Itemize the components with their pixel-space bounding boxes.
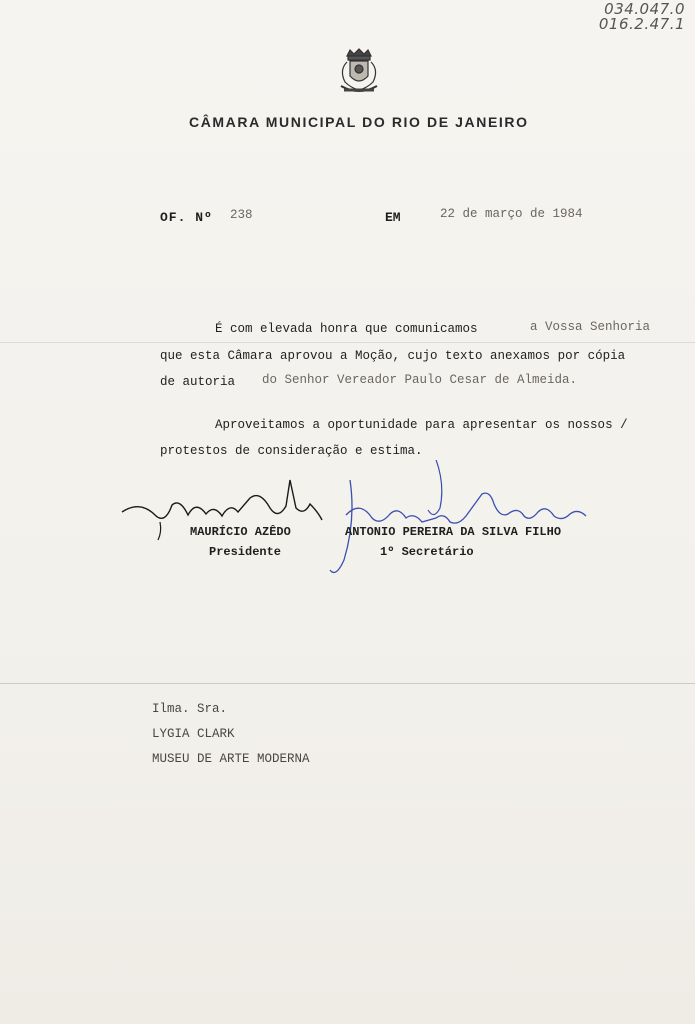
body-text: É com elevada honra que comunicamos [215,322,478,336]
date-label: EM [385,210,401,225]
recipient-institution: MUSEU DE ARTE MODERNA [152,752,310,766]
coat-of-arms-icon [333,46,385,98]
office-number-label: OF. Nº [160,210,213,225]
recipient-salutation: Ilma. Sra. [152,702,228,716]
body-text: Aproveitamos a oportunidade para apresentar os nossos / [215,418,628,432]
archive-code: 016.2.47.1 [598,15,685,33]
signatory-role: 1º Secretário [380,545,474,559]
body-text: de autoria [160,375,236,389]
archive-codes [599,2,685,32]
letter-date: 22 de março de 1984 [440,207,583,221]
fold-line [0,683,695,684]
signatory-role: Presidente [209,545,282,559]
body-text: que esta Câmara aprovou a Moção, cujo texto anexamos por cópia [160,349,626,363]
signatory-name: MAURÍCIO AZÊDO [190,525,291,539]
institution-title: CÂMARA MUNICIPAL DO RIO DE JANEIRO [189,114,529,130]
body-fill-text: do Senhor Vereador Paulo Cesar de Almeida. [262,373,578,387]
body-fill-text: a Vossa Senhoria [530,320,651,334]
signatory-name: ANTONIO PEREIRA DA SILVA FILHO [345,525,562,539]
archive-code: 034.047.0 [604,0,685,18]
body-text: protestos de consideração e estima. [160,444,423,458]
office-number: 238 [230,208,253,222]
recipient-name: LYGIA CLARK [152,727,235,741]
fold-line [0,342,695,343]
